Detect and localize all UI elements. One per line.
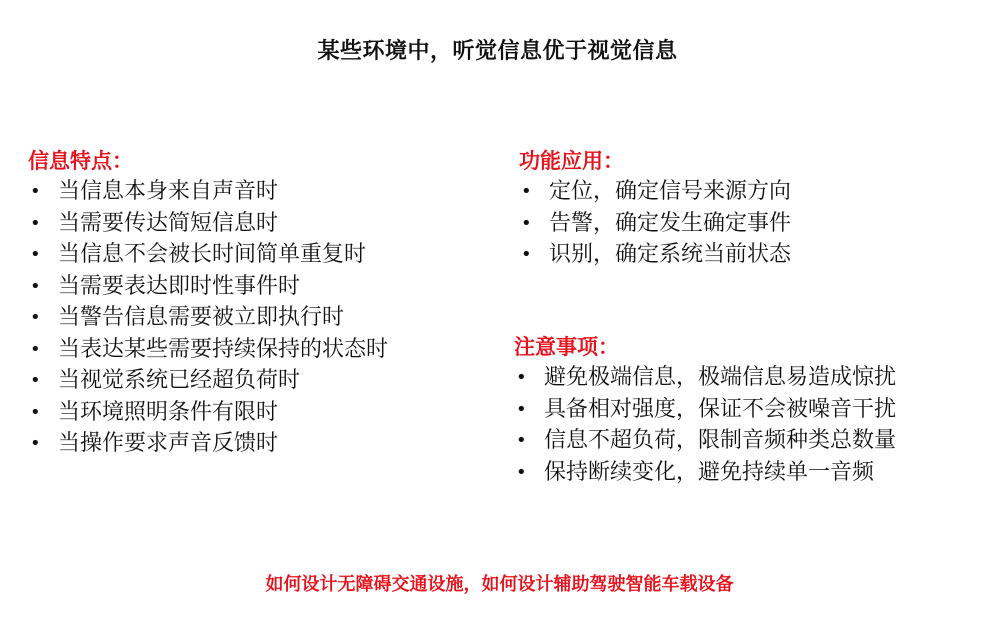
list-item: [28, 365, 388, 397]
list-item-text: 避免极端信息，极端信息易造成惊扰: [544, 365, 897, 390]
list-item-text: 定位，确定信号来源方向: [549, 179, 792, 204]
list-item: [28, 302, 388, 334]
list-item-text: 信息不超负荷，限制音频种类总数量: [544, 428, 897, 453]
features-heading: 信息特点：: [28, 149, 133, 173]
notes-heading: 注意事项：: [514, 335, 619, 359]
list-item-text: 当表达某些需要持续保持的状态时: [58, 336, 389, 362]
functions-list: [519, 176, 791, 271]
bullet-icon: •: [521, 181, 532, 202]
list-item-text: 具备相对强度，保证不会被噪音干扰: [544, 396, 897, 422]
list-item: [514, 362, 896, 394]
features-section: [28, 146, 388, 460]
bullet-icon: •: [30, 338, 41, 360]
bullet-icon: •: [516, 461, 527, 483]
bullet-icon: •: [521, 212, 532, 234]
list-item-text: 当需要表达即时性事件时: [58, 273, 301, 299]
list-item: [28, 176, 388, 208]
bullet-icon: •: [30, 212, 41, 234]
bullet-icon: •: [30, 244, 41, 265]
features-list: [28, 176, 388, 460]
bullet-icon: •: [30, 433, 41, 454]
list-item: [519, 208, 791, 240]
bullet-icon: •: [516, 430, 527, 451]
list-item-text: 当视觉系统已经超负荷时: [58, 368, 301, 393]
bullet-icon: •: [30, 401, 41, 423]
list-item-text: 当环境照明条件有限时: [58, 399, 279, 425]
footer-caption: 如何设计无障碍交通设施，如何设计辅助驾驶智能车载设备: [265, 574, 734, 595]
list-item: [28, 208, 388, 240]
bullet-icon: •: [516, 367, 527, 388]
list-item: [28, 334, 388, 366]
list-item-text: 保持断续变化，避免持续单一音频: [544, 459, 875, 485]
list-item-text: 识别，确定系统当前状态: [549, 242, 792, 267]
list-item: [519, 239, 791, 271]
list-item: [514, 457, 896, 489]
list-item: [28, 428, 388, 460]
page-title: 某些环境中，听觉信息优于视觉信息: [317, 39, 678, 64]
list-item-text: 当信息本身来自声音时: [58, 179, 279, 204]
list-item: [28, 271, 388, 303]
bullet-icon: •: [30, 370, 41, 391]
bullet-icon: •: [30, 307, 41, 328]
bullet-icon: •: [516, 398, 527, 420]
bullet-icon: •: [521, 244, 532, 265]
list-item: [28, 397, 388, 429]
bullet-icon: •: [30, 181, 41, 202]
list-item: [28, 239, 388, 271]
notes-list: [514, 362, 896, 488]
list-item: [514, 394, 896, 426]
list-item-text: 当警告信息需要被立即执行时: [58, 305, 345, 330]
list-item: [519, 176, 791, 208]
list-item-text: 当需要传达简短信息时: [58, 210, 279, 236]
functions-heading: 功能应用：: [519, 149, 624, 173]
bullet-icon: •: [30, 275, 41, 297]
list-item-text: 告警，确定发生确定事件: [549, 210, 792, 236]
list-item-text: 当信息不会被长时间简单重复时: [58, 242, 367, 267]
functions-section: [519, 146, 791, 271]
list-item: [514, 425, 896, 457]
list-item-text: 当操作要求声音反馈时: [58, 431, 279, 456]
notes-section: [514, 332, 896, 488]
